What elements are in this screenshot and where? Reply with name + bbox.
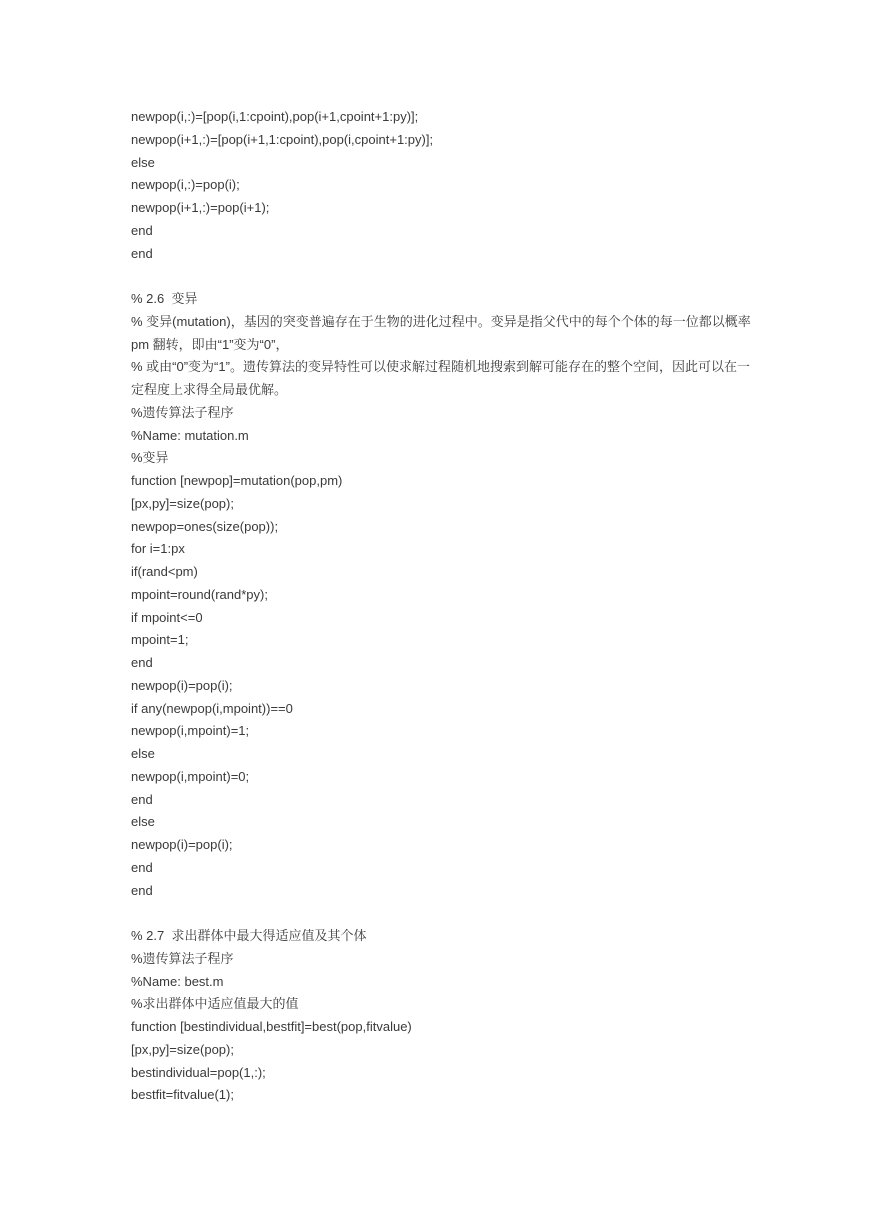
code-line: end: [131, 791, 153, 807]
code-line: %Name: mutation.m: [131, 427, 249, 443]
code-line: if(rand<pm): [131, 564, 198, 579]
code-line: newpop(i,mpoint)=0;: [131, 768, 250, 784]
code-line: bestindividual=pop(1,:);: [131, 1064, 266, 1080]
code-line: [px,py]=size(pop);: [131, 1041, 234, 1057]
code-line: else: [131, 154, 155, 170]
code-line: newpop(i,mpoint)=1;: [131, 723, 250, 739]
code-line: newpop(i,:)=pop(i);: [131, 177, 240, 193]
code-line: if mpoint<=0: [131, 609, 203, 625]
mutation-description-2: % 或由“0”变为“1”。遗传算法的变异特性可以使求解过程随机地搜索到解可能存在的整个空间，因此可以在一定程度上求得全局最优解。: [131, 359, 750, 397]
blank-line: [131, 902, 751, 925]
code-line: newpop(i,:)=[pop(i,1:cpoint),pop(i+1,cpoint+1:py)];: [131, 109, 419, 124]
code-line: end: [131, 882, 153, 898]
code-line: [px,py]=size(pop);: [131, 495, 234, 511]
section-heading-best: % 2.7 求出群体中最大得适应值及其个体: [131, 928, 367, 943]
document-content: [131, 106, 751, 1107]
code-line: newpop(i)=pop(i);: [131, 677, 233, 693]
code-line: end: [131, 245, 153, 261]
code-line: newpop(i+1,:)=pop(i+1);: [131, 200, 270, 215]
code-line: mpoint=1;: [131, 632, 189, 648]
code-line: else: [131, 746, 155, 761]
blank-line: [131, 265, 751, 288]
code-line: newpop(i)=pop(i);: [131, 837, 233, 852]
section-heading-mutation: % 2.6 变异: [131, 291, 198, 306]
mutation-description-1: % 变异(mutation)，基因的突变普遍存在于生物的进化过程中。变异是指父代中的每个个体的每一位都以概率 pm 翻转，即由“1”变为“0”，: [131, 313, 751, 352]
code-line: else: [131, 814, 155, 830]
code-line: if any(newpop(i,mpoint))==0: [131, 700, 293, 716]
code-line: %求出群体中适应值最大的值: [131, 996, 299, 1012]
code-line: %遗传算法子程序: [131, 404, 234, 420]
code-line: newpop=ones(size(pop));: [131, 518, 279, 534]
code-line: %遗传算法子程序: [131, 950, 234, 966]
code-line: for i=1:px: [131, 541, 185, 557]
code-line: mpoint=round(rand*py);: [131, 586, 268, 602]
code-line: end: [131, 222, 153, 238]
code-line: %变异: [131, 450, 169, 466]
code-line: bestfit=fitvalue(1);: [131, 1087, 234, 1103]
code-line: newpop(i+1,:)=[pop(i+1,1:cpoint),pop(i,cpoint+1:py)];: [131, 131, 434, 147]
code-line: function [newpop]=mutation(pop,pm): [131, 473, 343, 488]
code-line: function [bestindividual,bestfit]=best(pop,fitvalue): [131, 1019, 412, 1034]
code-line: end: [131, 859, 153, 875]
code-line: %Name: best.m: [131, 973, 224, 989]
code-line: end: [131, 655, 153, 670]
